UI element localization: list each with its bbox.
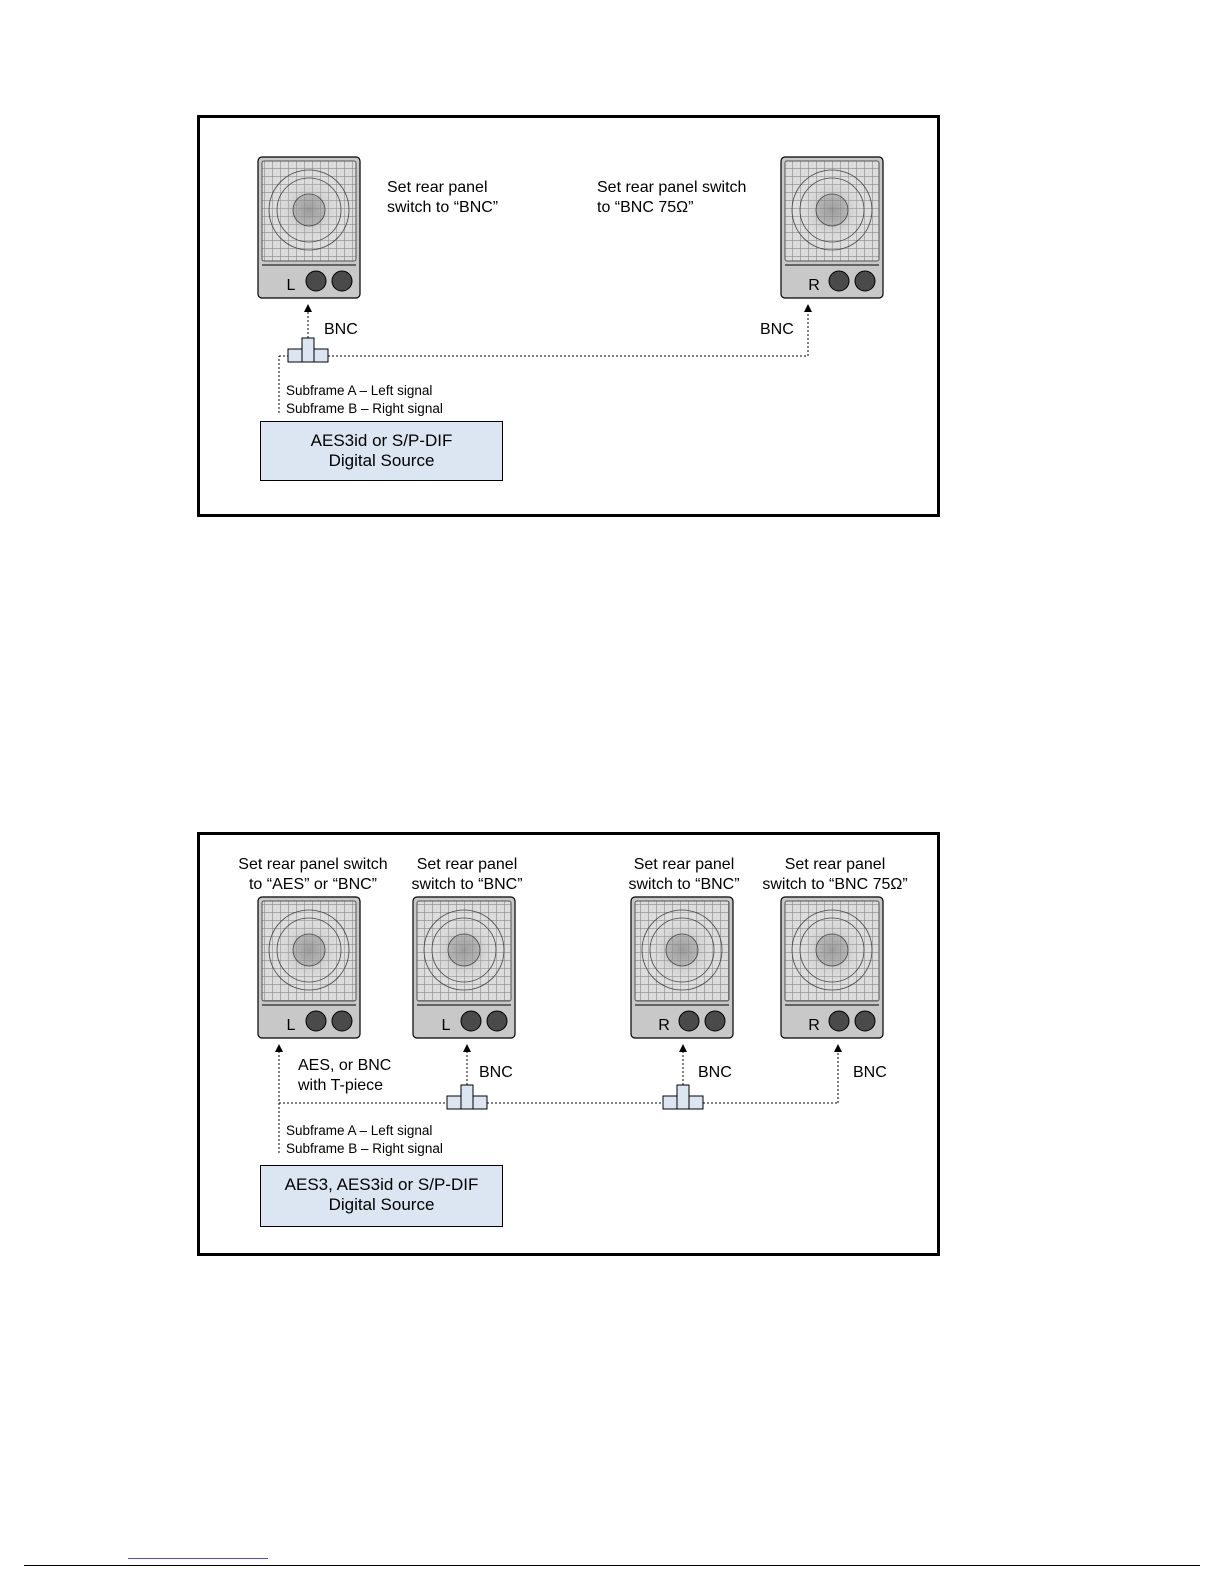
control-knob-icon <box>332 271 352 291</box>
note-right-speaker <box>597 178 746 218</box>
connector-label: BNC <box>853 1064 887 1081</box>
subframe-labels <box>286 1122 443 1158</box>
connector-label: BNC <box>698 1064 732 1081</box>
control-knob-icon <box>829 1011 849 1031</box>
connector-label: BNC <box>324 321 358 338</box>
label-line: with T-piece <box>298 1077 384 1094</box>
channel-label: R <box>658 1017 670 1034</box>
control-knob-icon <box>487 1011 507 1031</box>
note-speaker-2 <box>402 855 532 895</box>
control-knob-icon <box>705 1011 725 1031</box>
control-knob-icon <box>855 271 875 291</box>
note-line: switch to “BNC 75Ω” <box>762 876 908 893</box>
aes-connector-label <box>298 1056 391 1096</box>
note-line: to “BNC 75Ω” <box>597 199 694 216</box>
note-line: switch to “BNC” <box>411 876 523 893</box>
speaker <box>258 157 360 298</box>
control-knob-icon <box>306 271 326 291</box>
control-knob-icon <box>461 1011 481 1031</box>
subframe-b-label: Subframe B – Right signal <box>286 401 443 416</box>
subframe-b-label: Subframe B – Right signal <box>286 1141 443 1156</box>
speaker <box>258 897 360 1038</box>
channel-label: L <box>441 1017 451 1034</box>
note-line: Set rear panel <box>387 179 488 196</box>
speaker <box>781 157 883 298</box>
subframe-a-label: Subframe A – Left signal <box>286 1123 433 1138</box>
t-piece-connector <box>288 338 328 362</box>
channel-label: R <box>808 1017 820 1034</box>
digital-source-box <box>260 1165 503 1227</box>
connector-label: BNC <box>479 1064 513 1081</box>
note-line: Set rear panel <box>784 856 886 873</box>
speaker <box>781 897 883 1038</box>
source-line: Digital Source <box>328 451 435 470</box>
dust-cap <box>816 934 848 966</box>
source-line: AES3id or S/P-DIF <box>310 431 453 450</box>
control-knob-icon <box>306 1011 326 1031</box>
note-left-speaker <box>387 178 498 218</box>
channel-label: L <box>286 1017 296 1034</box>
speaker <box>631 897 733 1038</box>
subframe-a-label: Subframe A – Left signal <box>286 383 433 398</box>
dust-cap <box>816 194 848 226</box>
source-line: Digital Source <box>328 1195 435 1214</box>
note-line: Set rear panel <box>633 856 735 873</box>
note-speaker-3 <box>619 855 749 895</box>
note-line: Set rear panel switch <box>238 856 388 873</box>
note-line: Set rear panel <box>416 856 518 873</box>
t-piece-connector <box>663 1085 703 1109</box>
note-speaker-1 <box>228 855 398 895</box>
channel-label: L <box>286 277 296 294</box>
channel-label: R <box>808 277 820 294</box>
footer-link-underline <box>128 1558 268 1559</box>
source-line: AES3, AES3id or S/P-DIF <box>284 1175 479 1194</box>
control-knob-icon <box>679 1011 699 1031</box>
note-line: to “AES” or “BNC” <box>248 876 377 893</box>
dust-cap <box>293 194 325 226</box>
speaker <box>413 897 515 1038</box>
note-speaker-4 <box>750 855 920 895</box>
control-knob-icon <box>829 271 849 291</box>
label-line: AES, or BNC <box>298 1057 392 1074</box>
t-piece-connector <box>447 1085 487 1109</box>
digital-source-box <box>260 421 503 481</box>
note-line: switch to “BNC” <box>628 876 740 893</box>
footer-rule <box>24 1565 1200 1566</box>
note-line: Set rear panel switch <box>597 179 747 196</box>
control-knob-icon <box>332 1011 352 1031</box>
control-knob-icon <box>855 1011 875 1031</box>
subframe-labels <box>286 382 443 418</box>
dust-cap <box>293 934 325 966</box>
dust-cap <box>666 934 698 966</box>
dust-cap <box>448 934 480 966</box>
note-line: switch to “BNC” <box>387 199 499 216</box>
connector-label: BNC <box>760 321 794 338</box>
